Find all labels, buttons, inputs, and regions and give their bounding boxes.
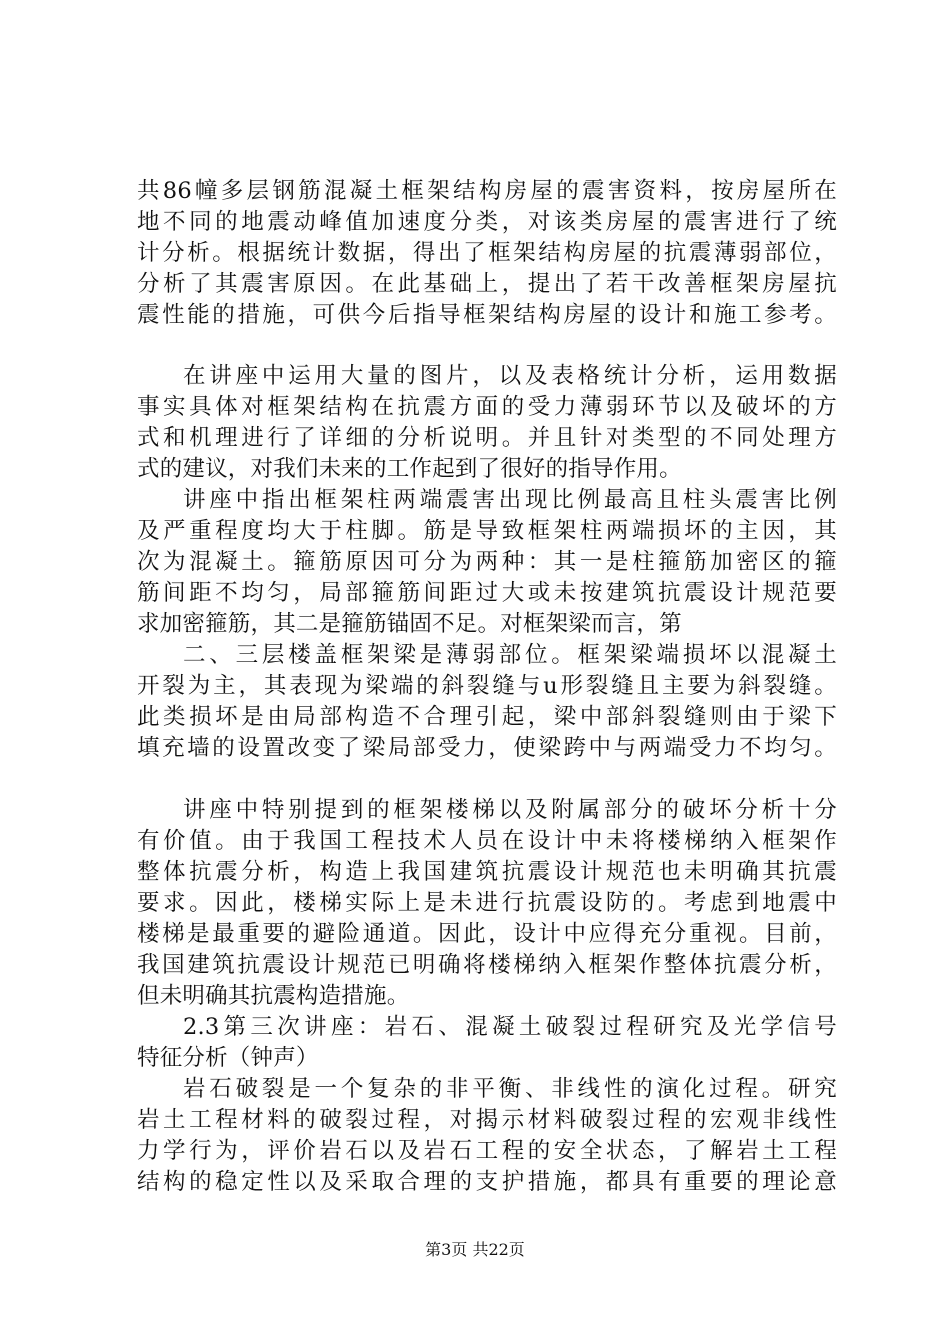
text-line: 要求。因此，楼梯实际上是未进行抗震设防的。考虑到地震中 <box>137 890 837 916</box>
text-line: 有价值。由于我国工程技术人员在设计中未将楼梯纳入框架作 <box>137 828 837 854</box>
page-number-footer: 第3页 共22页 <box>425 1240 525 1259</box>
text-line: 但未明确其抗震构造措施。 <box>137 983 410 1009</box>
text-line: 填充墙的设置改变了梁局部受力，使梁跨中与两端受力不均匀。 <box>137 735 837 761</box>
text-line: 式的建议，对我们未来的工作起到了很好的指导作用。 <box>137 456 682 482</box>
paragraph-first-line: 在讲座中运用大量的图片，以及表格统计分析，运用数据 <box>183 363 837 389</box>
text-line: 计分析。根据统计数据，得出了框架结构房屋的抗震薄弱部位， <box>137 240 837 266</box>
text-line: 及严重程度均大于柱脚。筋是导致框架柱两端损坏的主因，其 <box>137 518 837 544</box>
text-line: 地不同的地震动峰值加速度分类，对该类房屋的震害进行了统 <box>137 209 837 235</box>
text-line: 共86幢多层钢筋混凝土框架结构房屋的震害资料，按房屋所在 <box>137 178 837 204</box>
text-line: 我国建筑抗震设计规范已明确将楼梯纳入框架作整体抗震分析， <box>137 952 837 978</box>
section-heading-line: 特征分析（钟声） <box>137 1045 319 1071</box>
text-line: 事实具体对框架结构在抗震方面的受力薄弱环节以及破坏的方 <box>137 394 837 420</box>
paragraph-first-line: 二、三层楼盖框架梁是薄弱部位。框架梁端损坏以混凝土 <box>183 642 837 668</box>
text-line: 开裂为主，其表现为梁端的斜裂缝与u形裂缝且主要为斜裂缝。 <box>137 673 837 699</box>
text-line: 结构的稳定性以及采取合理的支护措施，都具有重要的理论意 <box>137 1169 837 1195</box>
text-line: 次为混凝土。箍筋原因可分为两种：其一是柱箍筋加密区的箍 <box>137 549 837 575</box>
text-line: 分析了其震害原因。在此基础上，提出了若干改善框架房屋抗 <box>137 271 837 297</box>
text-line: 求加密箍筋，其二是箍筋锚固不足。对框架梁而言，第 <box>137 611 682 637</box>
text-line: 式和机理进行了详细的分析说明。并且针对类型的不同处理方 <box>137 425 837 451</box>
text-line: 楼梯是最重要的避险通道。因此，设计中应得充分重视。目前， <box>137 921 837 947</box>
paragraph-first-line: 岩石破裂是一个复杂的非平衡、非线性的演化过程。研究 <box>183 1076 837 1102</box>
section-heading-line: 2.3第三次讲座：岩石、混凝土破裂过程研究及光学信号 <box>183 1014 837 1040</box>
text-line: 岩土工程材料的破裂过程，对揭示材料破裂过程的宏观非线性 <box>137 1107 837 1133</box>
text-line: 整体抗震分析，构造上我国建筑抗震设计规范也未明确其抗震 <box>137 859 837 885</box>
text-line: 力学行为，评价岩石以及岩石工程的安全状态，了解岩土工程 <box>137 1138 837 1164</box>
paragraph-first-line: 讲座中特别提到的框架楼梯以及附属部分的破坏分析十分 <box>183 797 837 823</box>
text-line: 此类损坏是由局部构造不合理引起，梁中部斜裂缝则由于梁下 <box>137 704 837 730</box>
text-line: 震性能的措施，可供今后指导框架结构房屋的设计和施工参考。 <box>137 302 837 328</box>
text-line: 筋间距不均匀，局部箍筋间距过大或未按建筑抗震设计规范要 <box>137 580 837 606</box>
paragraph-first-line: 讲座中指出框架柱两端震害出现比例最高且柱头震害比例 <box>183 487 837 513</box>
